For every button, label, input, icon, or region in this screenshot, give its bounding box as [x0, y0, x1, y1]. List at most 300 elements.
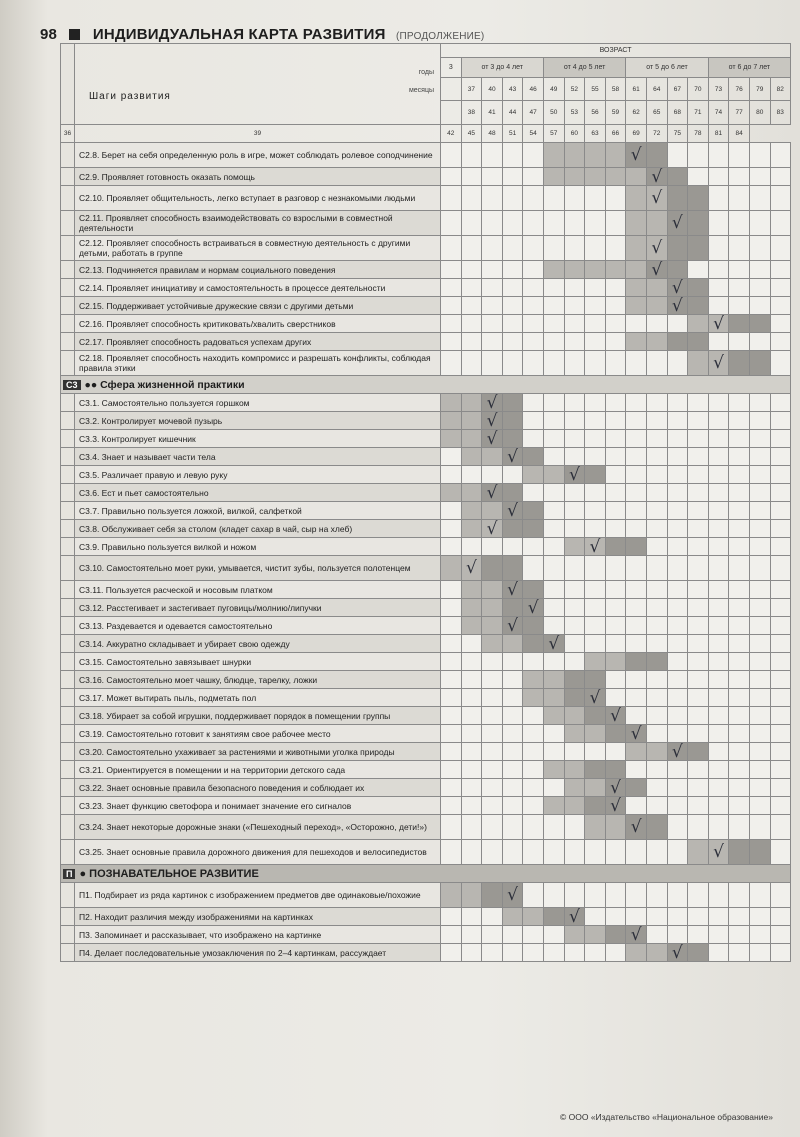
age-cell[interactable] [482, 448, 503, 466]
age-cell[interactable] [543, 466, 564, 484]
age-cell[interactable] [502, 143, 523, 168]
age-cell[interactable] [729, 581, 750, 599]
age-cell[interactable] [729, 617, 750, 635]
age-cell[interactable] [523, 351, 544, 376]
age-cell[interactable] [605, 653, 626, 671]
age-cell[interactable] [667, 412, 688, 430]
age-cell[interactable] [646, 466, 667, 484]
age-cell[interactable] [523, 761, 544, 779]
age-cell[interactable] [523, 466, 544, 484]
age-cell[interactable] [626, 797, 647, 815]
age-cell[interactable] [585, 926, 606, 944]
age-cell[interactable] [461, 520, 482, 538]
age-cell[interactable] [667, 581, 688, 599]
age-cell[interactable] [770, 351, 791, 376]
age-cell[interactable] [749, 761, 770, 779]
age-cell[interactable] [502, 168, 523, 186]
age-cell[interactable] [708, 168, 729, 186]
age-cell[interactable] [564, 908, 585, 926]
age-cell[interactable] [441, 743, 462, 761]
age-cell[interactable] [729, 883, 750, 908]
age-cell[interactable] [749, 236, 770, 261]
age-cell[interactable] [564, 926, 585, 944]
age-cell[interactable] [688, 725, 709, 743]
age-cell[interactable] [502, 779, 523, 797]
age-cell[interactable] [441, 779, 462, 797]
age-cell[interactable] [441, 279, 462, 297]
age-cell[interactable] [688, 635, 709, 653]
age-cell[interactable] [646, 944, 667, 962]
age-cell[interactable] [543, 236, 564, 261]
age-cell[interactable] [626, 556, 647, 581]
age-cell[interactable] [523, 333, 544, 351]
age-cell[interactable] [585, 333, 606, 351]
age-cell[interactable] [502, 635, 523, 653]
age-cell[interactable] [770, 926, 791, 944]
age-cell[interactable] [626, 143, 647, 168]
age-cell[interactable] [482, 617, 503, 635]
age-cell[interactable] [646, 779, 667, 797]
age-cell[interactable] [605, 815, 626, 840]
age-cell[interactable] [749, 315, 770, 333]
age-cell[interactable] [770, 168, 791, 186]
age-cell[interactable] [441, 797, 462, 815]
age-cell[interactable] [667, 484, 688, 502]
age-cell[interactable] [770, 556, 791, 581]
age-cell[interactable] [461, 538, 482, 556]
age-cell[interactable] [482, 926, 503, 944]
age-cell[interactable] [482, 538, 503, 556]
age-cell[interactable] [729, 279, 750, 297]
age-cell[interactable] [708, 261, 729, 279]
age-cell[interactable] [502, 707, 523, 725]
age-cell[interactable] [461, 315, 482, 333]
age-cell[interactable] [543, 484, 564, 502]
age-cell[interactable] [729, 944, 750, 962]
age-cell[interactable] [564, 635, 585, 653]
age-cell[interactable] [770, 186, 791, 211]
age-cell[interactable] [441, 635, 462, 653]
age-cell[interactable] [749, 883, 770, 908]
age-cell[interactable] [646, 279, 667, 297]
age-cell[interactable] [585, 186, 606, 211]
age-cell[interactable] [502, 883, 523, 908]
age-cell[interactable] [688, 944, 709, 962]
age-cell[interactable] [441, 761, 462, 779]
age-cell[interactable] [688, 707, 709, 725]
age-cell[interactable] [605, 599, 626, 617]
age-cell[interactable] [708, 944, 729, 962]
age-cell[interactable] [688, 351, 709, 376]
age-cell[interactable] [585, 430, 606, 448]
age-cell[interactable] [729, 653, 750, 671]
age-cell[interactable] [502, 815, 523, 840]
age-cell[interactable] [708, 315, 729, 333]
age-cell[interactable] [441, 412, 462, 430]
age-cell[interactable] [688, 236, 709, 261]
age-cell[interactable] [523, 707, 544, 725]
age-cell[interactable] [441, 556, 462, 581]
age-cell[interactable] [688, 599, 709, 617]
age-cell[interactable] [482, 761, 503, 779]
age-cell[interactable] [770, 261, 791, 279]
age-cell[interactable] [646, 815, 667, 840]
age-cell[interactable] [646, 261, 667, 279]
age-cell[interactable] [749, 394, 770, 412]
age-cell[interactable] [461, 815, 482, 840]
age-cell[interactable] [708, 236, 729, 261]
age-cell[interactable] [749, 599, 770, 617]
age-cell[interactable] [729, 466, 750, 484]
age-cell[interactable] [441, 520, 462, 538]
age-cell[interactable] [441, 211, 462, 236]
age-cell[interactable] [461, 599, 482, 617]
age-cell[interactable] [523, 394, 544, 412]
age-cell[interactable] [523, 168, 544, 186]
age-cell[interactable] [523, 689, 544, 707]
age-cell[interactable] [564, 538, 585, 556]
age-cell[interactable] [482, 315, 503, 333]
age-cell[interactable] [482, 908, 503, 926]
age-cell[interactable] [605, 520, 626, 538]
age-cell[interactable] [585, 689, 606, 707]
age-cell[interactable] [646, 761, 667, 779]
age-cell[interactable] [605, 926, 626, 944]
age-cell[interactable] [646, 520, 667, 538]
age-cell[interactable] [626, 315, 647, 333]
age-cell[interactable] [564, 581, 585, 599]
age-cell[interactable] [667, 186, 688, 211]
age-cell[interactable] [523, 538, 544, 556]
age-cell[interactable] [626, 883, 647, 908]
age-cell[interactable] [523, 502, 544, 520]
age-cell[interactable] [708, 635, 729, 653]
age-cell[interactable] [646, 448, 667, 466]
age-cell[interactable] [543, 671, 564, 689]
age-cell[interactable] [585, 261, 606, 279]
age-cell[interactable] [708, 883, 729, 908]
age-cell[interactable] [708, 617, 729, 635]
age-cell[interactable] [729, 815, 750, 840]
age-cell[interactable] [626, 671, 647, 689]
age-cell[interactable] [482, 599, 503, 617]
age-cell[interactable] [523, 448, 544, 466]
age-cell[interactable] [646, 412, 667, 430]
age-cell[interactable] [502, 211, 523, 236]
age-cell[interactable] [585, 883, 606, 908]
age-cell[interactable] [646, 743, 667, 761]
age-cell[interactable] [729, 556, 750, 581]
age-cell[interactable] [543, 908, 564, 926]
age-cell[interactable] [626, 581, 647, 599]
age-cell[interactable] [605, 671, 626, 689]
age-cell[interactable] [749, 297, 770, 315]
age-cell[interactable] [626, 743, 647, 761]
age-cell[interactable] [708, 797, 729, 815]
age-cell[interactable] [626, 236, 647, 261]
age-cell[interactable] [667, 168, 688, 186]
age-cell[interactable] [667, 236, 688, 261]
age-cell[interactable] [564, 617, 585, 635]
age-cell[interactable] [502, 520, 523, 538]
age-cell[interactable] [502, 653, 523, 671]
age-cell[interactable] [564, 689, 585, 707]
age-cell[interactable] [564, 653, 585, 671]
age-cell[interactable] [585, 279, 606, 297]
age-cell[interactable] [461, 297, 482, 315]
age-cell[interactable] [708, 351, 729, 376]
age-cell[interactable] [729, 840, 750, 865]
age-cell[interactable] [543, 520, 564, 538]
age-cell[interactable] [564, 815, 585, 840]
age-cell[interactable] [605, 448, 626, 466]
age-cell[interactable] [564, 797, 585, 815]
age-cell[interactable] [523, 671, 544, 689]
age-cell[interactable] [543, 815, 564, 840]
age-cell[interactable] [441, 617, 462, 635]
age-cell[interactable] [543, 556, 564, 581]
age-cell[interactable] [461, 689, 482, 707]
age-cell[interactable] [523, 779, 544, 797]
age-cell[interactable] [543, 186, 564, 211]
age-cell[interactable] [688, 279, 709, 297]
age-cell[interactable] [523, 236, 544, 261]
age-cell[interactable] [564, 743, 585, 761]
age-cell[interactable] [564, 211, 585, 236]
age-cell[interactable] [564, 707, 585, 725]
age-cell[interactable] [667, 617, 688, 635]
age-cell[interactable] [502, 351, 523, 376]
age-cell[interactable] [749, 707, 770, 725]
age-cell[interactable] [523, 430, 544, 448]
age-cell[interactable] [502, 394, 523, 412]
age-cell[interactable] [605, 279, 626, 297]
age-cell[interactable] [646, 333, 667, 351]
age-cell[interactable] [441, 581, 462, 599]
age-cell[interactable] [502, 743, 523, 761]
age-cell[interactable] [482, 883, 503, 908]
age-cell[interactable] [502, 944, 523, 962]
age-cell[interactable] [543, 797, 564, 815]
age-cell[interactable] [585, 944, 606, 962]
age-cell[interactable] [605, 261, 626, 279]
age-cell[interactable] [667, 430, 688, 448]
age-cell[interactable] [667, 761, 688, 779]
age-cell[interactable] [605, 538, 626, 556]
age-cell[interactable] [441, 315, 462, 333]
age-cell[interactable] [461, 944, 482, 962]
age-cell[interactable] [543, 315, 564, 333]
age-cell[interactable] [523, 635, 544, 653]
age-cell[interactable] [646, 168, 667, 186]
age-cell[interactable] [729, 394, 750, 412]
age-cell[interactable] [543, 430, 564, 448]
age-cell[interactable] [523, 944, 544, 962]
age-cell[interactable] [564, 761, 585, 779]
age-cell[interactable] [749, 743, 770, 761]
age-cell[interactable] [543, 840, 564, 865]
age-cell[interactable] [441, 448, 462, 466]
age-cell[interactable] [667, 689, 688, 707]
age-cell[interactable] [441, 840, 462, 865]
age-cell[interactable] [667, 779, 688, 797]
age-cell[interactable] [626, 689, 647, 707]
age-cell[interactable] [770, 653, 791, 671]
age-cell[interactable] [646, 430, 667, 448]
age-cell[interactable] [523, 815, 544, 840]
age-cell[interactable] [523, 926, 544, 944]
age-cell[interactable] [585, 707, 606, 725]
age-cell[interactable] [564, 315, 585, 333]
age-cell[interactable] [441, 168, 462, 186]
age-cell[interactable] [543, 617, 564, 635]
age-cell[interactable] [564, 725, 585, 743]
age-cell[interactable] [605, 430, 626, 448]
age-cell[interactable] [688, 484, 709, 502]
age-cell[interactable] [667, 883, 688, 908]
age-cell[interactable] [502, 448, 523, 466]
age-cell[interactable] [770, 315, 791, 333]
age-cell[interactable] [749, 538, 770, 556]
age-cell[interactable] [667, 926, 688, 944]
age-cell[interactable] [667, 143, 688, 168]
age-cell[interactable] [729, 725, 750, 743]
age-cell[interactable] [729, 689, 750, 707]
age-cell[interactable] [564, 502, 585, 520]
age-cell[interactable] [688, 908, 709, 926]
age-cell[interactable] [543, 599, 564, 617]
age-cell[interactable] [441, 908, 462, 926]
age-cell[interactable] [605, 908, 626, 926]
age-cell[interactable] [482, 671, 503, 689]
age-cell[interactable] [708, 484, 729, 502]
age-cell[interactable] [708, 671, 729, 689]
age-cell[interactable] [441, 143, 462, 168]
age-cell[interactable] [605, 944, 626, 962]
age-cell[interactable] [441, 430, 462, 448]
age-cell[interactable] [585, 908, 606, 926]
age-cell[interactable] [688, 297, 709, 315]
age-cell[interactable] [646, 236, 667, 261]
age-cell[interactable] [585, 484, 606, 502]
age-cell[interactable] [441, 297, 462, 315]
age-cell[interactable] [770, 211, 791, 236]
age-cell[interactable] [749, 926, 770, 944]
age-cell[interactable] [482, 815, 503, 840]
age-cell[interactable] [646, 883, 667, 908]
age-cell[interactable] [646, 725, 667, 743]
age-cell[interactable] [523, 743, 544, 761]
age-cell[interactable] [646, 556, 667, 581]
age-cell[interactable] [461, 926, 482, 944]
age-cell[interactable] [708, 448, 729, 466]
age-cell[interactable] [626, 279, 647, 297]
age-cell[interactable] [543, 279, 564, 297]
age-cell[interactable] [482, 168, 503, 186]
age-cell[interactable] [502, 484, 523, 502]
age-cell[interactable] [626, 653, 647, 671]
age-cell[interactable] [646, 707, 667, 725]
age-cell[interactable] [482, 351, 503, 376]
age-cell[interactable] [626, 599, 647, 617]
age-cell[interactable] [461, 797, 482, 815]
age-cell[interactable] [523, 556, 544, 581]
age-cell[interactable] [749, 412, 770, 430]
age-cell[interactable] [502, 236, 523, 261]
age-cell[interactable] [482, 556, 503, 581]
age-cell[interactable] [749, 944, 770, 962]
age-cell[interactable] [667, 315, 688, 333]
age-cell[interactable] [770, 394, 791, 412]
age-cell[interactable] [441, 815, 462, 840]
age-cell[interactable] [688, 430, 709, 448]
age-cell[interactable] [523, 520, 544, 538]
age-cell[interactable] [585, 581, 606, 599]
age-cell[interactable] [667, 743, 688, 761]
age-cell[interactable] [749, 484, 770, 502]
age-cell[interactable] [708, 333, 729, 351]
age-cell[interactable] [523, 143, 544, 168]
age-cell[interactable] [770, 689, 791, 707]
age-cell[interactable] [461, 635, 482, 653]
age-cell[interactable] [770, 797, 791, 815]
age-cell[interactable] [482, 333, 503, 351]
age-cell[interactable] [749, 635, 770, 653]
age-cell[interactable] [543, 502, 564, 520]
age-cell[interactable] [626, 707, 647, 725]
age-cell[interactable] [688, 143, 709, 168]
age-cell[interactable] [441, 236, 462, 261]
age-cell[interactable] [708, 430, 729, 448]
age-cell[interactable] [441, 484, 462, 502]
age-cell[interactable] [461, 725, 482, 743]
age-cell[interactable] [605, 635, 626, 653]
age-cell[interactable] [749, 617, 770, 635]
age-cell[interactable] [667, 351, 688, 376]
age-cell[interactable] [523, 297, 544, 315]
age-cell[interactable] [729, 333, 750, 351]
age-cell[interactable] [585, 143, 606, 168]
age-cell[interactable] [523, 908, 544, 926]
age-cell[interactable] [770, 743, 791, 761]
age-cell[interactable] [729, 743, 750, 761]
age-cell[interactable] [461, 236, 482, 261]
age-cell[interactable] [729, 315, 750, 333]
age-cell[interactable] [688, 815, 709, 840]
age-cell[interactable] [482, 484, 503, 502]
age-cell[interactable] [461, 186, 482, 211]
age-cell[interactable] [688, 689, 709, 707]
age-cell[interactable] [543, 211, 564, 236]
age-cell[interactable] [585, 671, 606, 689]
age-cell[interactable] [667, 394, 688, 412]
age-cell[interactable] [749, 448, 770, 466]
age-cell[interactable] [646, 671, 667, 689]
age-cell[interactable] [502, 297, 523, 315]
age-cell[interactable] [770, 707, 791, 725]
age-cell[interactable] [729, 761, 750, 779]
age-cell[interactable] [605, 840, 626, 865]
age-cell[interactable] [626, 538, 647, 556]
age-cell[interactable] [708, 279, 729, 297]
age-cell[interactable] [729, 351, 750, 376]
age-cell[interactable] [688, 168, 709, 186]
age-cell[interactable] [482, 236, 503, 261]
age-cell[interactable] [543, 351, 564, 376]
age-cell[interactable] [502, 186, 523, 211]
age-cell[interactable] [461, 779, 482, 797]
age-cell[interactable] [729, 671, 750, 689]
